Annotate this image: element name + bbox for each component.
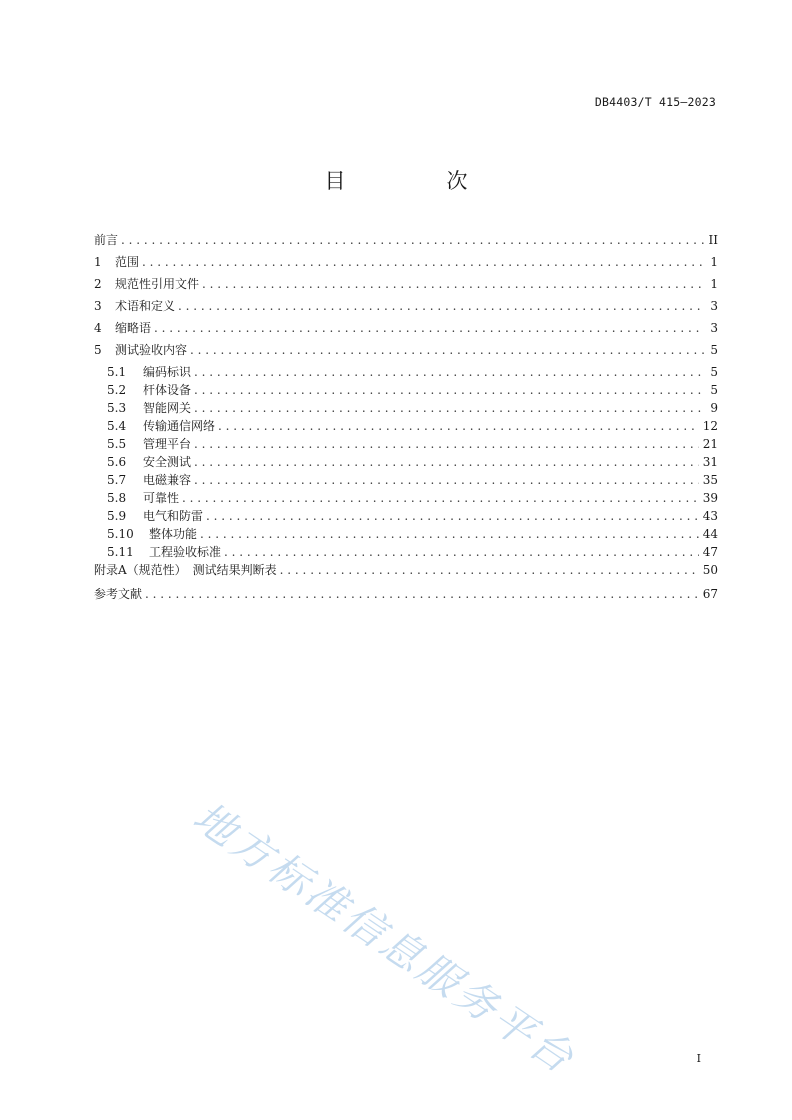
toc-entry-appendix-a[interactable]: [94, 561, 718, 585]
toc-entry-number: 5.6: [107, 455, 127, 469]
toc-entry-label: 电磁兼容: [143, 473, 192, 487]
toc-entry-number: 4: [94, 321, 102, 335]
toc-entry-page: 50: [702, 563, 718, 577]
toc-entry-foreword[interactable]: [94, 231, 718, 253]
toc-leader-dots: [194, 383, 704, 397]
toc-entry-label: 管理平台: [143, 437, 192, 451]
document-code: DB4403/T 415—2023: [594, 95, 716, 109]
toc-entry-number: 5.4: [107, 419, 127, 433]
toc-leader-dots: [280, 563, 699, 577]
toc-entry-page: 31: [702, 455, 718, 469]
toc-entry-page: 21: [702, 437, 718, 451]
toc-entry-2[interactable]: [94, 275, 718, 297]
toc-entry-3[interactable]: [94, 297, 718, 319]
toc-entry-label: 范围: [115, 255, 140, 269]
toc-entry-5-4[interactable]: [94, 417, 718, 435]
toc-entry-label: 传输通信网络: [143, 419, 216, 433]
toc-entry-page: 35: [702, 473, 718, 487]
toc-entry-5-10[interactable]: [94, 525, 718, 543]
toc-entry-page: 3: [710, 299, 718, 313]
page-number: I: [696, 1052, 701, 1065]
toc-entry-label: 整体功能: [149, 527, 198, 541]
table-of-contents: [94, 231, 718, 607]
toc-entry-page: 5: [710, 343, 718, 357]
toc-leader-dots: [206, 509, 699, 523]
toc-entry-number: 5.3: [107, 401, 127, 415]
toc-entry-page: 1: [710, 277, 718, 291]
toc-entry-label: 电气和防雷: [143, 509, 204, 523]
toc-leader-dots: [194, 455, 699, 469]
toc-title: 目 次: [324, 169, 508, 193]
toc-entry-label: 工程验收标准: [149, 545, 222, 559]
toc-entry-label: 智能网关: [143, 401, 192, 415]
toc-entry-5-11[interactable]: [94, 543, 718, 561]
toc-entry-label: 可靠性: [143, 491, 180, 505]
toc-entry-number: 5.1: [107, 365, 127, 379]
toc-entry-page: 9: [710, 401, 718, 415]
toc-entry-label: 编码标识: [143, 365, 192, 379]
toc-leader-dots: [182, 491, 699, 505]
toc-entry-5-3[interactable]: [94, 399, 718, 417]
toc-entry-1[interactable]: [94, 253, 718, 275]
toc-entry-5-9[interactable]: [94, 507, 718, 525]
toc-entry-page: 43: [702, 509, 718, 523]
toc-entry-page: II: [708, 233, 718, 247]
toc-leader-dots: [194, 437, 699, 451]
toc-entry-label: 术语和定义: [115, 299, 176, 313]
toc-leader-dots: [194, 365, 704, 379]
toc-entry-5-8[interactable]: [94, 489, 718, 507]
watermark: 地方标准信息服务平台: [184, 792, 585, 1084]
toc-entry-page: 67: [702, 587, 718, 601]
toc-entry-page: 1: [710, 255, 718, 269]
toc-entry-label: 缩略语: [115, 321, 152, 335]
toc-entry-label: 安全测试: [143, 455, 192, 469]
toc-entry-number: 1: [94, 255, 102, 269]
toc-entry-label: 杆体设备: [143, 383, 192, 397]
toc-leader-dots: [154, 321, 704, 335]
toc-entry-5-1[interactable]: [94, 363, 718, 381]
toc-entry-number: 5.2: [107, 383, 127, 397]
toc-entry-page: 3: [710, 321, 718, 335]
toc-entry-4[interactable]: [94, 319, 718, 341]
toc-entry-label: 测试验收内容: [115, 343, 188, 357]
toc-leader-dots: [190, 343, 704, 357]
toc-entry-5[interactable]: [94, 341, 718, 363]
toc-entry-label: 附录A（规范性） 测试结果判断表: [94, 563, 277, 577]
toc-entry-label: 前言: [94, 233, 119, 247]
toc-entry-number: 5.11: [107, 545, 134, 559]
toc-entry-references[interactable]: [94, 585, 718, 607]
toc-entry-page: 47: [702, 545, 718, 559]
toc-entry-number: 5.5: [107, 437, 127, 451]
toc-entry-label: 规范性引用文件: [115, 277, 200, 291]
toc-entry-number: 2: [94, 277, 102, 291]
toc-entry-number: 5.7: [107, 473, 127, 487]
toc-entry-number: 5: [94, 343, 102, 357]
toc-entry-page: 5: [710, 365, 718, 379]
toc-entry-page: 39: [702, 491, 718, 505]
toc-entry-5-5[interactable]: [94, 435, 718, 453]
toc-entry-5-2[interactable]: [94, 381, 718, 399]
toc-entry-5-6[interactable]: [94, 453, 718, 471]
toc-entry-5-7[interactable]: [94, 471, 718, 489]
toc-entry-label: 参考文献: [94, 587, 143, 601]
toc-leader-dots: [224, 545, 699, 559]
toc-entry-number: 5.8: [107, 491, 127, 505]
toc-leader-dots: [145, 587, 699, 601]
toc-entry-number: 5.9: [107, 509, 127, 523]
toc-entry-page: 5: [710, 383, 718, 397]
toc-entry-page: 12: [702, 419, 718, 433]
toc-leader-dots: [194, 473, 699, 487]
toc-leader-dots: [194, 401, 704, 415]
toc-entry-number: 3: [94, 299, 102, 313]
toc-leader-dots: [202, 277, 704, 291]
toc-entry-page: 44: [702, 527, 718, 541]
toc-leader-dots: [200, 527, 699, 541]
toc-leader-dots: [121, 233, 704, 247]
toc-leader-dots: [218, 419, 699, 433]
toc-entry-number: 5.10: [107, 527, 134, 541]
toc-leader-dots: [142, 255, 704, 269]
toc-leader-dots: [178, 299, 704, 313]
